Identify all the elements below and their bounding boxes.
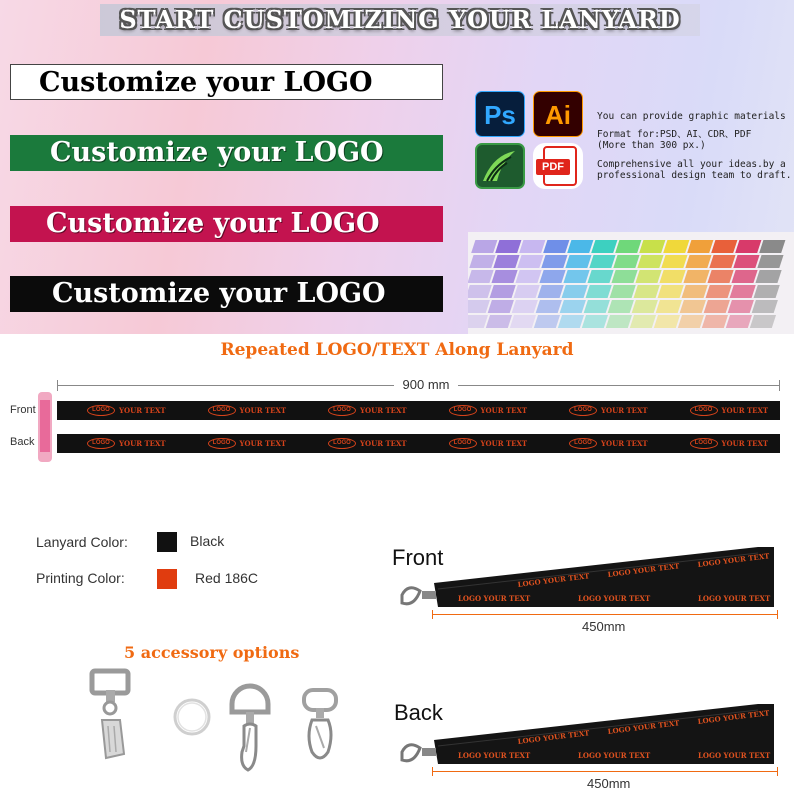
color-swatch-chip	[539, 270, 565, 283]
color-swatch-chip	[534, 315, 560, 328]
color-swatch-chip	[654, 315, 680, 328]
front-length-tick-right	[777, 610, 778, 619]
color-swatch-chip	[468, 300, 490, 313]
color-swatch-chip	[589, 255, 615, 268]
svg-text:LOGO YOUR TEXT: LOGO YOUR TEXT	[607, 718, 680, 736]
color-swatch-chip	[608, 300, 634, 313]
strap-custom-text: YOUR TEXT	[239, 406, 287, 415]
back-length-tick-right	[777, 767, 778, 776]
back-length-tick-left	[432, 767, 433, 776]
color-swatch-chip	[486, 315, 512, 328]
info-format-line: Format for:PSD、AI、CDR、PDF	[597, 129, 752, 140]
color-swatch-chip	[515, 270, 541, 283]
svg-text:LOGO YOUR TEXT: LOGO YOUR TEXT	[607, 561, 680, 579]
back-view-title: Back	[394, 700, 443, 725]
strap-custom-text: YOUR TEXT	[721, 439, 769, 448]
strap-print-unit	[569, 401, 648, 420]
color-swatch-chip	[682, 285, 708, 298]
info-design-team	[597, 159, 791, 181]
color-swatch-chip	[490, 285, 516, 298]
back-length-line	[432, 771, 777, 772]
logo-bar-black: Customize your LOGO	[10, 276, 443, 312]
pdf-icon	[533, 143, 583, 189]
badge-holder-icon	[34, 388, 56, 466]
repeated-logo-title: Repeated LOGO/TEXT Along Lanyard	[220, 340, 574, 360]
front-length-tick-left	[432, 610, 433, 619]
color-swatch-chip	[536, 300, 562, 313]
color-swatch-chip	[630, 315, 656, 328]
svg-text:LOGO YOUR TEXT: LOGO YOUR TEXT	[458, 751, 531, 760]
strap-print-unit	[87, 401, 166, 420]
color-swatch-chip	[584, 300, 610, 313]
strap-custom-text: YOUR TEXT	[601, 439, 648, 448]
lanyard-color-value: Black	[190, 533, 225, 549]
strap-print-unit	[690, 401, 769, 420]
strap-custom-text: YOUR TEXT	[360, 439, 407, 448]
strap-logo-mark: LOGO	[690, 405, 718, 416]
color-swatch-chip	[491, 270, 517, 283]
lanyard-color-swatch	[157, 532, 177, 552]
color-swatch-chip	[680, 300, 706, 313]
color-swatch-chip	[615, 240, 641, 253]
color-swatch-chip	[519, 240, 545, 253]
color-swatch-chip	[702, 315, 728, 328]
color-swatch-chip	[582, 315, 608, 328]
strap-logo-mark: LOGO	[449, 438, 477, 449]
strap-logo-mark: LOGO	[449, 405, 477, 416]
color-swatch-chip	[731, 270, 757, 283]
color-swatch-chip	[495, 240, 521, 253]
photoshop-icon: Ps	[475, 91, 525, 137]
color-swatch-chip	[587, 270, 613, 283]
color-swatch-chip	[468, 270, 494, 283]
length-label: 900 mm	[394, 377, 458, 392]
color-swatch-chip	[488, 300, 514, 313]
strap-logo-mark: LOGO	[87, 405, 115, 416]
color-swatch-chip	[471, 240, 497, 253]
color-swatch-chip	[663, 240, 689, 253]
color-swatch-chip	[538, 285, 564, 298]
strap-print-unit	[449, 401, 528, 420]
color-swatch-chip	[658, 285, 684, 298]
strap-print-unit	[328, 434, 407, 453]
strap-logo-mark: LOGO	[87, 438, 115, 449]
strap-logo-mark: LOGO	[208, 405, 236, 416]
length-tick-left	[57, 380, 58, 391]
svg-text:LOGO YOUR TEXT: LOGO YOUR TEXT	[517, 728, 590, 746]
strap-print-unit	[449, 434, 528, 453]
svg-text:LOGO YOUR TEXT: LOGO YOUR TEXT	[697, 551, 770, 569]
strap-logo-mark: LOGO	[328, 405, 356, 416]
front-lanyard-illustration	[398, 543, 782, 609]
badge-clip-icon	[88, 668, 134, 760]
color-swatch-chip	[726, 315, 752, 328]
strap-custom-text: YOUR TEXT	[239, 439, 287, 448]
color-swatch-fan-image	[468, 232, 794, 334]
svg-text:LOGO YOUR TEXT: LOGO YOUR TEXT	[698, 594, 771, 603]
color-swatch-chip	[591, 240, 617, 253]
color-swatch-chip	[562, 285, 588, 298]
strap-custom-text: YOUR TEXT	[360, 406, 407, 415]
color-swatch-chip	[634, 285, 660, 298]
strap-logo-mark: LOGO	[569, 438, 597, 449]
front-snap-hook-icon	[402, 588, 436, 604]
color-swatch-chip	[656, 300, 682, 313]
color-swatch-chip	[468, 285, 492, 298]
color-swatch-chip	[733, 255, 759, 268]
color-swatch-chip	[704, 300, 730, 313]
customization-banner	[0, 0, 794, 334]
svg-text:LOGO YOUR TEXT: LOGO YOUR TEXT	[698, 751, 771, 760]
color-swatch-chip	[613, 255, 639, 268]
color-swatch-chip	[752, 300, 778, 313]
strap-custom-text: YOUR TEXT	[119, 406, 166, 415]
back-snap-hook-icon	[402, 745, 436, 761]
color-swatch-chip	[661, 255, 687, 268]
banner-title: START CUSTOMIZING YOUR LANYARD	[100, 4, 700, 36]
strap-print-unit	[328, 401, 407, 420]
color-swatch-chip	[541, 255, 567, 268]
svg-text:LOGO YOUR TEXT: LOGO YOUR TEXT	[697, 708, 770, 726]
color-swatch-chip	[735, 240, 761, 253]
strap-print-unit	[690, 434, 769, 453]
svg-text:LOGO YOUR TEXT: LOGO YOUR TEXT	[578, 751, 651, 760]
front-strap-label: Front	[10, 404, 36, 416]
front-strap	[57, 401, 780, 420]
back-strap	[57, 434, 780, 453]
logo-bar-red: Customize your LOGO	[10, 206, 443, 242]
strap-logo-mark: LOGO	[208, 438, 236, 449]
front-length-line	[432, 614, 777, 615]
color-swatch-chip	[755, 270, 781, 283]
logo-bar-white: Customize your LOGO	[10, 64, 443, 100]
color-swatch-chip	[639, 240, 665, 253]
info-formats	[597, 129, 751, 151]
strap-custom-text: YOUR TEXT	[721, 406, 769, 415]
strap-print-unit	[208, 401, 287, 420]
color-swatch-chip	[468, 315, 488, 328]
back-strap-label: Back	[10, 436, 35, 448]
color-swatch-chip	[611, 270, 637, 283]
strap-logo-mark: LOGO	[690, 438, 718, 449]
color-fan-graphic	[468, 232, 794, 334]
strap-print-unit	[87, 434, 166, 453]
strap-custom-text: YOUR TEXT	[480, 406, 528, 415]
color-swatch-chip	[610, 285, 636, 298]
color-swatch-chip	[558, 315, 584, 328]
info-design-line-1: Comprehensive all your ideas.by a	[597, 159, 786, 170]
strap-logo-mark: LOGO	[569, 405, 597, 416]
color-swatch-chip	[730, 285, 756, 298]
svg-text:LOGO YOUR TEXT: LOGO YOUR TEXT	[458, 594, 531, 603]
info-resolution-line: (More than 300 px.)	[597, 140, 706, 151]
color-swatch-chip	[563, 270, 589, 283]
color-swatch-chip	[493, 255, 519, 268]
split-ring-icon	[172, 697, 212, 737]
printing-color-value: Red 186C	[195, 570, 259, 586]
svg-text:LOGO YOUR TEXT: LOGO YOUR TEXT	[578, 594, 651, 603]
color-swatch-chip	[687, 240, 713, 253]
lanyard-color-label: Lanyard Color:	[36, 534, 128, 550]
color-swatch-chip	[512, 300, 538, 313]
printing-color-swatch	[157, 569, 177, 589]
illustrator-icon: Ai	[533, 91, 583, 137]
color-swatch-chip	[469, 255, 495, 268]
color-swatch-chip	[759, 240, 785, 253]
color-swatch-chip	[543, 240, 569, 253]
strap-custom-text: YOUR TEXT	[119, 439, 166, 448]
color-swatch-chip	[514, 285, 540, 298]
color-swatch-chip	[635, 270, 661, 283]
coreldraw-icon	[475, 143, 525, 189]
color-swatch-chip	[632, 300, 658, 313]
color-swatch-chip	[706, 285, 732, 298]
swivel-snap-hook-icon	[298, 686, 344, 764]
info-design-line-2: professional design team to draft.	[597, 170, 792, 181]
front-view-title: Front	[392, 545, 444, 570]
svg-text:LOGO YOUR TEXT: LOGO YOUR TEXT	[517, 571, 590, 589]
color-swatch-chip	[567, 240, 593, 253]
strap-print-unit	[208, 434, 287, 453]
color-swatch-chip	[685, 255, 711, 268]
color-swatch-chip	[517, 255, 543, 268]
color-swatch-chip	[678, 315, 704, 328]
color-swatch-chip	[510, 315, 536, 328]
color-swatch-chip	[606, 315, 632, 328]
color-swatch-chip	[709, 255, 735, 268]
color-swatch-chip	[754, 285, 780, 298]
info-graphic-materials: You can provide graphic materials	[597, 111, 786, 122]
color-swatch-chip	[683, 270, 709, 283]
color-swatch-chip	[565, 255, 591, 268]
length-tick-right	[779, 380, 780, 391]
color-swatch-chip	[750, 315, 776, 328]
accessory-options-title: 5 accessory options	[124, 643, 300, 662]
d-ring-hook-icon	[226, 682, 274, 774]
back-lanyard-illustration	[398, 700, 782, 766]
back-length-label: 450mm	[587, 776, 631, 791]
strap-custom-text: YOUR TEXT	[601, 406, 648, 415]
strap-print-unit	[569, 434, 648, 453]
color-swatch-chip	[728, 300, 754, 313]
strap-custom-text: YOUR TEXT	[480, 439, 528, 448]
color-swatch-chip	[757, 255, 783, 268]
color-swatch-chip	[560, 300, 586, 313]
color-swatch-chip	[707, 270, 733, 283]
color-swatch-chip	[586, 285, 612, 298]
color-swatch-chip	[637, 255, 663, 268]
printing-color-label: Printing Color:	[36, 570, 125, 586]
color-swatch-chip	[711, 240, 737, 253]
strap-logo-mark: LOGO	[328, 438, 356, 449]
color-swatch-chip	[659, 270, 685, 283]
logo-bar-green: Customize your LOGO	[10, 135, 443, 171]
pdf-tag: PDF	[536, 159, 570, 175]
front-length-label: 450mm	[582, 619, 626, 634]
